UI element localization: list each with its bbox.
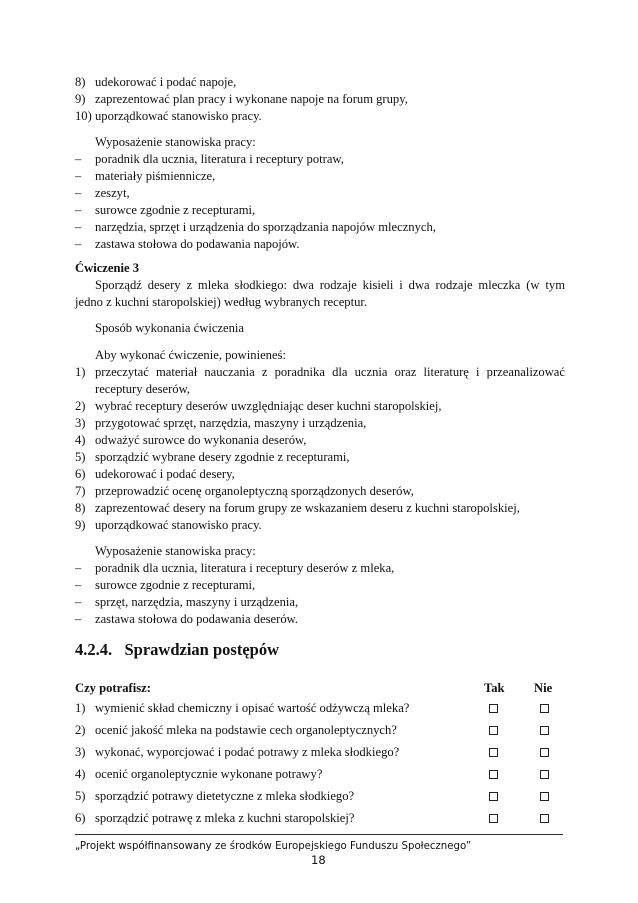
list-item xyxy=(75,108,565,126)
list-number: 6) xyxy=(75,811,86,825)
no-checkbox[interactable] xyxy=(540,704,549,713)
bullet-item xyxy=(75,151,565,169)
list-text: uporządkować stanowisko pracy. xyxy=(95,518,262,532)
list-number: 6) xyxy=(75,467,86,481)
bullet-text: zastawa stołowa do podawania napojów. xyxy=(95,237,300,251)
list-number: 8) xyxy=(75,75,86,89)
bullet-text: materiały piśmiennicze, xyxy=(95,169,216,183)
list-text: zaprezentować plan pracy i wykonane napoje na forum grupy, xyxy=(95,92,408,106)
checklist-text: ocenić organoleptycznie wykonane potrawy? xyxy=(95,767,323,781)
list-number: 9) xyxy=(75,92,86,106)
bullet-item xyxy=(75,594,565,612)
checklist-text: wymienić skład chemiczny i opisać wartość odżywczą mleka? xyxy=(95,701,410,715)
list-item xyxy=(75,74,565,92)
list-item xyxy=(75,415,565,433)
yes-checkbox[interactable] xyxy=(489,814,498,823)
section-number: 4.2.4. xyxy=(75,640,113,659)
bullet-item xyxy=(75,611,565,629)
bullet-item xyxy=(75,577,565,595)
yes-checkbox[interactable] xyxy=(489,726,498,735)
list-item xyxy=(75,500,565,518)
instructions-intro: Aby wykonać ćwiczenie, powinieneś: xyxy=(95,348,286,362)
no-checkbox[interactable] xyxy=(540,814,549,823)
list-number: 9) xyxy=(75,518,86,532)
list-item xyxy=(75,466,565,484)
checklist-text: sporządzić potrawy dietetyczne z mleka słodkiego? xyxy=(95,789,355,803)
checklist-text: wykonać, wyporcjować i podać potrawy z mleka słodkiego? xyxy=(95,745,400,759)
yes-checkbox[interactable] xyxy=(489,748,498,757)
yes-checkbox[interactable] xyxy=(489,704,498,713)
bullet-text: zastawa stołowa do podawania deserów. xyxy=(95,612,299,626)
list-text: odważyć surowce do wykonania deserów, xyxy=(95,433,307,447)
page-number: 18 xyxy=(311,853,326,867)
dash-icon: – xyxy=(75,220,82,234)
no-checkbox[interactable] xyxy=(540,726,549,735)
column-yes-header: Tak xyxy=(484,681,505,695)
list-number: 3) xyxy=(75,416,86,430)
dash-icon: – xyxy=(75,237,82,251)
bullet-text: sprzęt, narzędzia, maszyny i urządzenia, xyxy=(95,595,299,609)
section-title: Sprawdzian postępów xyxy=(124,640,279,659)
exercise-title: Ćwiczenie 3 xyxy=(75,261,139,275)
list-text: przeprowadzić ocenę organoleptyczną sporządzonych deserów, xyxy=(95,484,414,498)
bullet-text: zeszyt, xyxy=(95,186,130,200)
list-text: przeczytać materiał nauczania z poradnika dla ucznia oraz literaturę i przeanalizować xyxy=(95,365,565,379)
dash-icon: – xyxy=(75,595,82,609)
dash-icon: – xyxy=(75,578,82,592)
footer-divider xyxy=(75,834,563,835)
footer-text: „Projekt współfinansowany ze środków Europejskiego Funduszu Społecznego” xyxy=(75,841,472,852)
list-text: zaprezentować desery na forum grupy ze wskazaniem deseru z kuchni staropolskiej, xyxy=(95,501,520,515)
list-number: 5) xyxy=(75,450,86,464)
dash-icon: – xyxy=(75,169,82,183)
bullet-item xyxy=(75,236,565,254)
checklist-text: ocenić jakość mleka na podstawie cech organoleptycznych? xyxy=(95,723,397,737)
list-number: 1) xyxy=(75,365,86,379)
checklist-text: sporządzić potrawę z mleka z kuchni staropolskiej? xyxy=(95,811,355,825)
bullet-text: poradnik dla ucznia, literatura i receptury deserów z mleka, xyxy=(95,561,395,575)
list-item xyxy=(75,517,565,535)
equipment-heading: Wyposażenie stanowiska pracy: xyxy=(95,135,256,149)
list-text: sporządzić wybrane desery zgodnie z recepturami, xyxy=(95,450,350,464)
list-item xyxy=(75,91,565,109)
list-text: udekorować i podać napoje, xyxy=(95,75,237,89)
list-number: 10) xyxy=(75,109,92,123)
list-text: uporządkować stanowisko pracy. xyxy=(95,109,262,123)
yes-checkbox[interactable] xyxy=(489,792,498,801)
bullet-text: surowce zgodnie z recepturami, xyxy=(95,203,256,217)
bullet-item xyxy=(75,560,565,578)
list-number: 8) xyxy=(75,501,86,515)
exercise-description-line-2: jedno z kuchni staropolskiej) według wybranych receptur. xyxy=(75,295,368,309)
bullet-item xyxy=(75,185,565,203)
method-heading: Sposób wykonania ćwiczenia xyxy=(95,321,244,335)
list-item xyxy=(75,398,565,416)
no-checkbox[interactable] xyxy=(540,792,549,801)
bullet-item xyxy=(75,168,565,186)
dash-icon: – xyxy=(75,203,82,217)
list-number: 4) xyxy=(75,433,86,447)
section-heading xyxy=(75,641,279,658)
list-number: 4) xyxy=(75,767,86,781)
bullet-text: narzędzia, sprzęt i urządzenia do sporządzania napojów mlecznych, xyxy=(95,220,436,234)
checklist-question: Czy potrafisz: xyxy=(75,681,151,695)
dash-icon: – xyxy=(75,612,82,626)
column-no-header: Nie xyxy=(534,681,553,695)
list-number: 5) xyxy=(75,789,86,803)
list-item xyxy=(75,483,565,501)
equipment-heading: Wyposażenie stanowiska pracy: xyxy=(95,544,256,558)
dash-icon: – xyxy=(75,561,82,575)
list-text-continuation: receptury deserów, xyxy=(95,382,190,396)
bullet-item xyxy=(75,202,565,220)
list-number: 3) xyxy=(75,745,86,759)
exercise-description-line-1: Sporządź desery z mleka słodkiego: dwa rodzaje kisieli i dwa rodzaje mleczka (w tym xyxy=(95,278,565,292)
dash-icon: – xyxy=(75,152,82,166)
no-checkbox[interactable] xyxy=(540,748,549,757)
dash-icon: – xyxy=(75,186,82,200)
list-number: 1) xyxy=(75,701,86,715)
list-item xyxy=(75,432,565,450)
list-text: udekorować i podać desery, xyxy=(95,467,235,481)
list-item xyxy=(75,449,565,467)
list-number: 2) xyxy=(75,399,86,413)
list-item xyxy=(75,364,565,399)
bullet-item xyxy=(75,219,565,237)
list-text: wybrać receptury deserów uwzględniając deser kuchni staropolskiej, xyxy=(95,399,442,413)
bullet-text: poradnik dla ucznia, literatura i receptury potraw, xyxy=(95,152,344,166)
no-checkbox[interactable] xyxy=(540,770,549,779)
list-number: 7) xyxy=(75,484,86,498)
bullet-text: surowce zgodnie z recepturami, xyxy=(95,578,256,592)
list-text: przygotować sprzęt, narzędzia, maszyny i urządzenia, xyxy=(95,416,367,430)
yes-checkbox[interactable] xyxy=(489,770,498,779)
list-number: 2) xyxy=(75,723,86,737)
